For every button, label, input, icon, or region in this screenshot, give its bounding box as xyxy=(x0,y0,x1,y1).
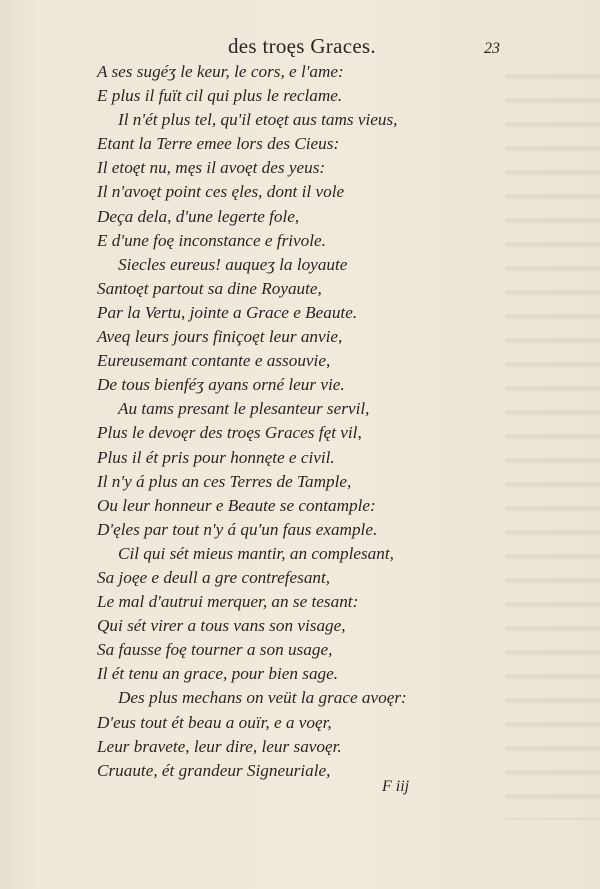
verse-line: Santoęt partout sa dine Royaute, xyxy=(97,278,322,298)
verse-line: Plus le devoęr des troęs Graces fęt vil, xyxy=(97,423,362,443)
verse-line: Plus il ét pris pour honnęte e civil. xyxy=(97,447,335,467)
verse-line: Il n'y á plus an ces Terres de Tample, xyxy=(97,471,352,491)
verse-line: Cruaute, ét grandeur Signeuriale, xyxy=(97,760,331,780)
verse-line: Leur bravete, leur dire, leur savoęr. xyxy=(97,736,342,756)
verse-line: Au tams presant le plesanteur servil, xyxy=(118,399,370,419)
running-title: des troęs Graces. xyxy=(228,34,376,58)
verse-line: Cil qui sét mieus mantir, an complesant, xyxy=(118,543,394,563)
verse-line: Par la Vertu, jointe a Grace e Beaute. xyxy=(97,302,358,322)
verse-line: Ou leur honneur e Beaute se contample: xyxy=(97,495,376,515)
verse-line: Il ét tenu an grace, pour bien sage. xyxy=(97,664,339,684)
verse-line: Siecles eureus! auqueʒ la loyaute xyxy=(118,254,348,274)
signature-mark: F iij xyxy=(382,778,410,795)
verse-line: Il n'ét plus tel, qu'il etoęt aus tams vieus, xyxy=(118,110,398,130)
verse-line: E d'une foę inconstance e frivole. xyxy=(97,230,326,250)
verse-line: Des plus mechans on veüt la grace avoęr: xyxy=(118,688,407,708)
verse-line: D'ęles par tout n'y á qu'un faus example. xyxy=(97,519,378,539)
verse-block xyxy=(97,60,507,783)
verse-line: A ses sugéʒ le keur, le cors, e l'ame: xyxy=(97,62,344,81)
verse-line: Etant la Terre emee lors des Cieus: xyxy=(97,134,340,154)
verse-line: Il etoęt nu, męs il avoęt des yeus: xyxy=(97,158,326,178)
bleed-through-text xyxy=(505,60,600,820)
verse-line: Il n'avoęt point ces ęles, dont il vole xyxy=(97,182,345,202)
verse-line: E plus il fuït cil qui plus le reclame. xyxy=(97,86,343,106)
verse-line: De tous bienféʒ ayans orné leur vie. xyxy=(97,375,345,395)
verse-line: Le mal d'autrui merquer, an se tesant: xyxy=(97,592,359,612)
verse-line: D'eus tout ét beau a ouïr, e a voęr, xyxy=(97,712,332,732)
verse-line: Sa fausse foę tourner a son usage, xyxy=(97,640,333,660)
verse-line: Deça dela, d'une legerte fole, xyxy=(97,206,300,226)
page-number: 23 xyxy=(484,40,500,57)
verse-line: Eureusemant contante e assouvie, xyxy=(97,351,331,371)
verse-line: Aveq leurs jours finiçoęt leur anvie, xyxy=(97,327,343,347)
verse-line: Qui sét virer a tous vans son visage, xyxy=(97,616,346,636)
verse-line: Sa joęe e deull a gre contrefesant, xyxy=(97,567,331,587)
